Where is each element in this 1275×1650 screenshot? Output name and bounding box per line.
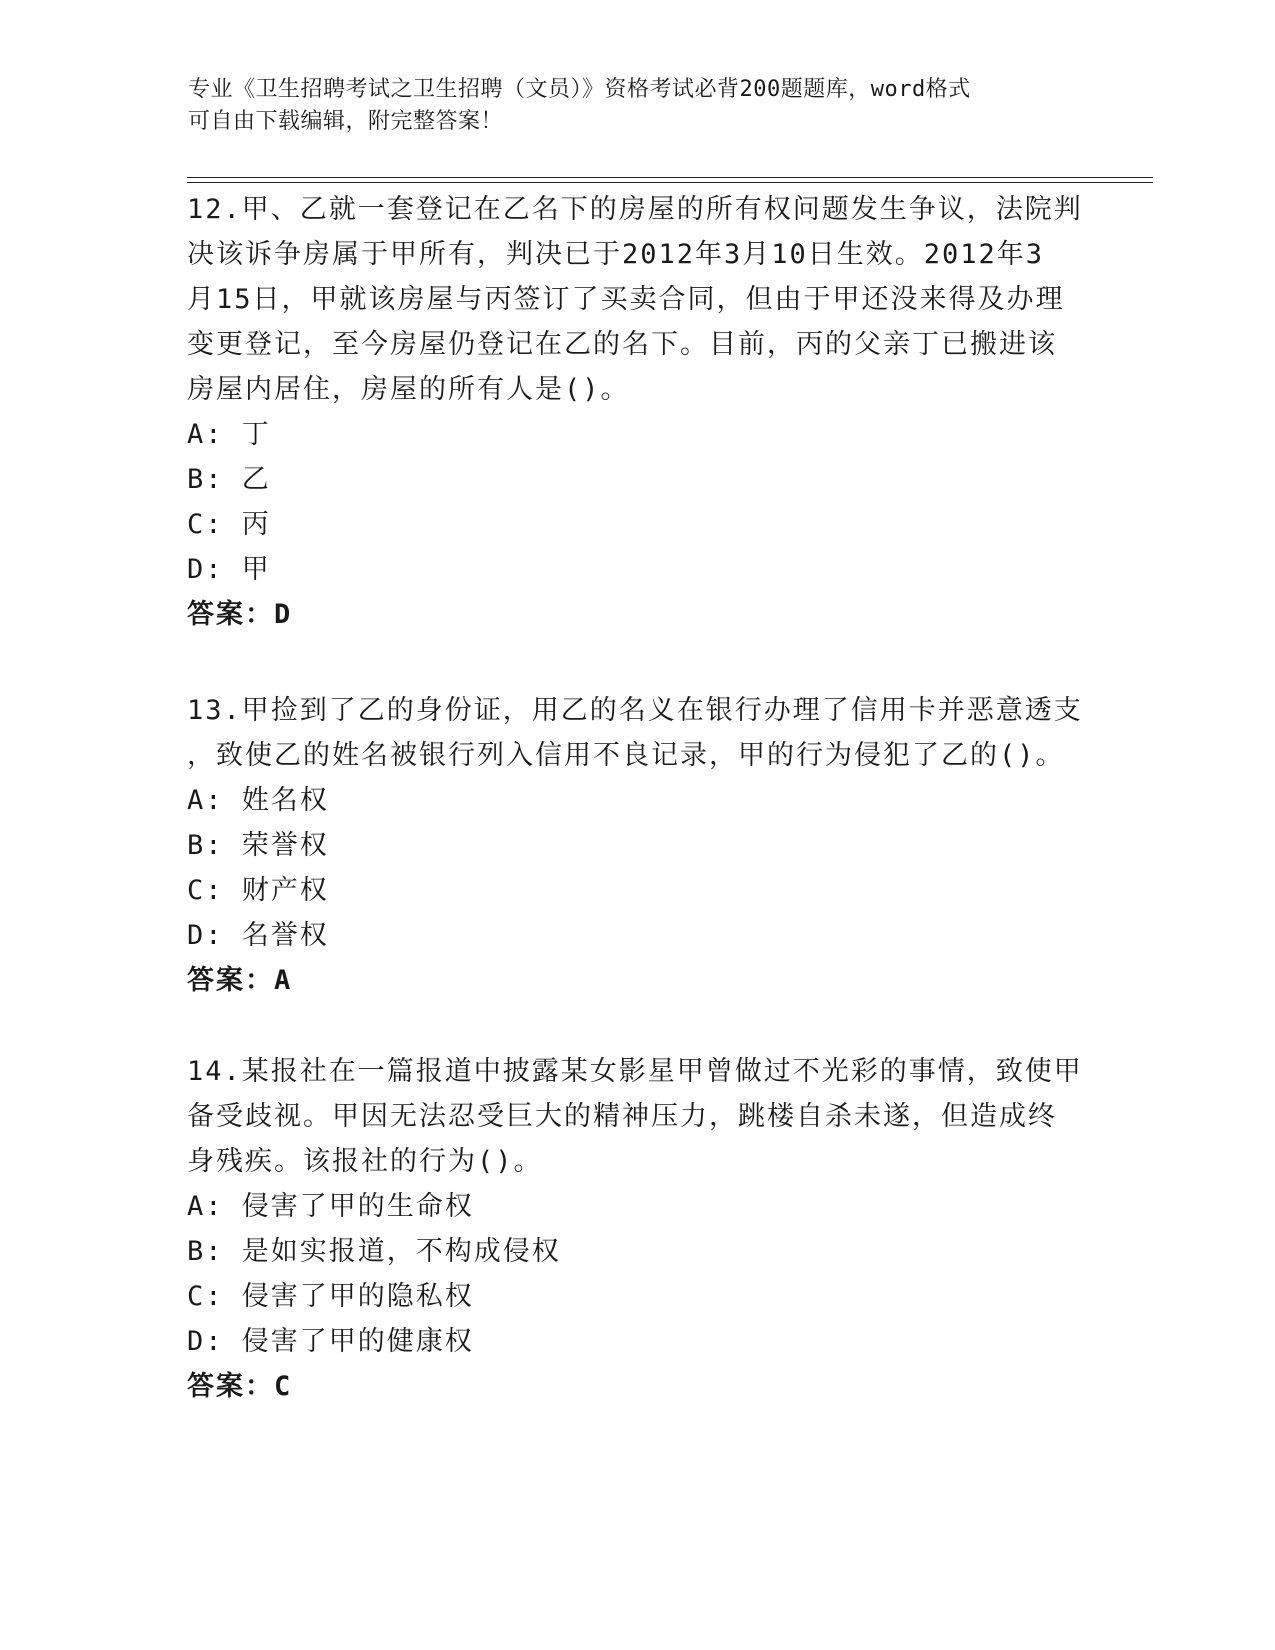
question-text [187,187,1083,412]
header-divider-bottom [187,182,1153,183]
option-d: D: 甲 [187,554,271,585]
header-line-2: 可自由下载编辑，附完整答案！ [188,109,504,134]
answer-label: 答案：D [187,599,293,630]
option-b: B: 荣誉权 [187,830,329,861]
question-line: 14.某报社在一篇报道中披露某女影星甲曾做过不光彩的事情，致使甲 [187,1056,1083,1087]
question-line: 12.甲、乙就一套登记在乙名下的房屋的所有权问题发生争议，法院判 [187,194,1083,225]
question-line: 房屋内居住，房屋的所有人是()。 [187,374,630,405]
option-a: A: 姓名权 [187,785,329,816]
option-c: C: 侵害了甲的隐私权 [187,1281,474,1312]
answer-label: 答案：A [187,965,293,996]
option-c: C: 财产权 [187,875,329,906]
option-a: A: 侵害了甲的生命权 [187,1191,474,1222]
question-12 [187,187,1083,637]
answer-label: 答案：C [187,1371,293,1402]
question-text [187,688,1083,778]
header-divider-top [187,177,1153,178]
option-d: D: 侵害了甲的健康权 [187,1326,474,1357]
question-line: 身残疾。该报社的行为()。 [187,1146,543,1177]
question-14 [187,1049,1083,1409]
question-line: 备受歧视。甲因无法忍受巨大的精神压力，跳楼自杀未遂，但造成终 [187,1101,1057,1132]
question-line: 13.甲捡到了乙的身份证，用乙的名义在银行办理了信用卡并恶意透支 [187,695,1083,726]
option-a: A: 丁 [187,419,271,450]
option-b: B: 是如实报道，不构成侵权 [187,1236,561,1267]
question-line: 月15日，甲就该房屋与丙签订了买卖合同，但由于甲还没来得及办理 [187,284,1065,315]
question-13 [187,688,1083,1003]
question-line: ，致使乙的姓名被银行列入信用不良记录，甲的行为侵犯了乙的()。 [187,740,1065,771]
option-c: C: 丙 [187,509,271,540]
document-header [188,74,1088,138]
question-line: 决该诉争房属于甲所有，判决已于2012年3月10日生效。2012年3 [187,239,1045,270]
option-b: B: 乙 [187,464,271,495]
header-line-1: 专业《卫生招聘考试之卫生招聘（文员）》资格考试必背200题题库，word格式 [188,77,971,102]
question-text [187,1049,1083,1184]
question-line: 变更登记，至今房屋仍登记在乙的名下。目前，丙的父亲丁已搬进该 [187,329,1057,360]
option-d: D: 名誉权 [187,920,329,951]
